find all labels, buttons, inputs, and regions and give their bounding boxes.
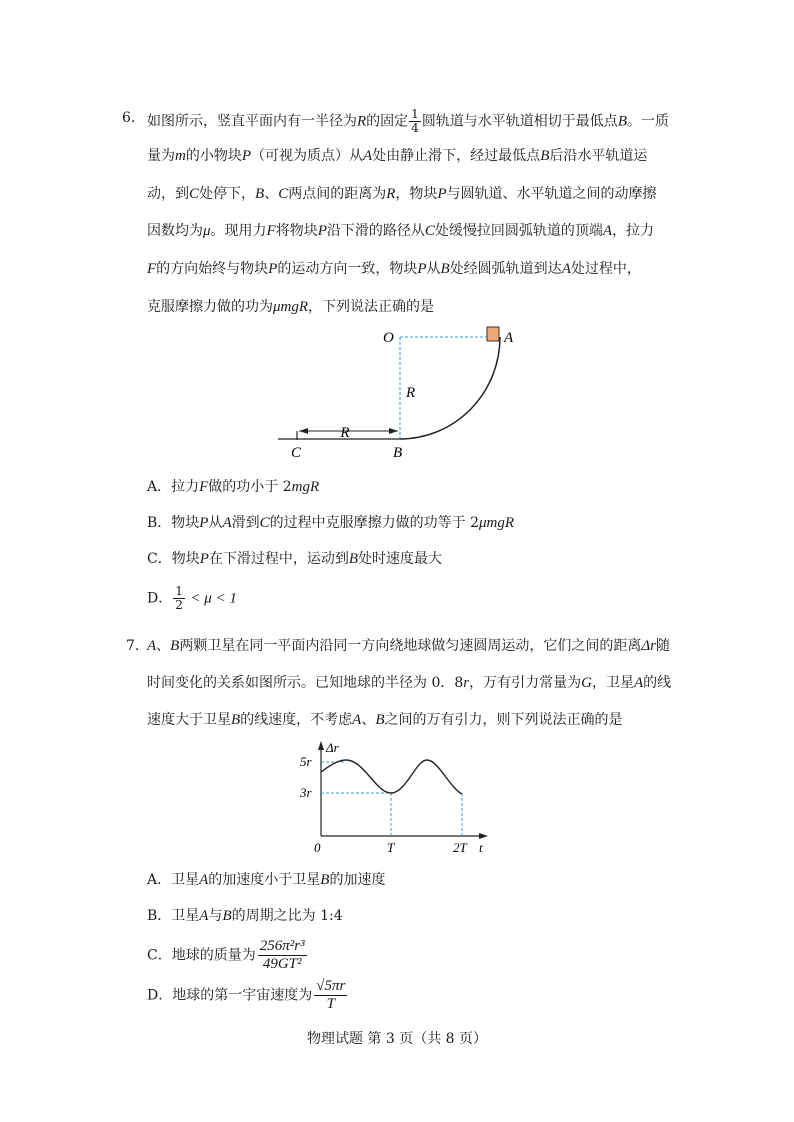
q6-option-c[interactable]: C．物块P在下滑过程中，运动到B处时速度最大 <box>147 551 443 567</box>
quarter-fraction: $\frac{1}{4}$ <box>411 107 419 135</box>
tick-t: T <box>387 840 395 855</box>
q6-line4: 因数均为μ。现用力F将物块P沿下滑的路径从C处缓慢拉回圆弧轨道的顶端A，拉力 <box>147 223 655 239</box>
block-p <box>487 327 499 341</box>
q6-line2: 量为m的小物块P（可视为质点）从A处由静止滑下，经过最低点B后沿水平轨道运 <box>147 148 648 164</box>
q7-number: 7. <box>126 638 140 654</box>
origin-label: 0 <box>314 840 321 855</box>
q6-line6: 克服摩擦力做的功为μmgR，下列说法正确的是 <box>147 299 435 315</box>
tick-5r: 5r <box>300 754 312 769</box>
x-axis-label: t <box>479 840 483 855</box>
q7-distance-graph <box>296 738 496 858</box>
label-c: C <box>291 445 302 461</box>
label-b: B <box>393 445 403 461</box>
q7-line1: A、B两颗卫星在同一平面内沿同一方向绕地球做匀速圆周运动，它们之间的距离Δr随 <box>147 638 670 654</box>
tick-3r: 3r <box>300 785 312 800</box>
q6-option-d[interactable]: D． $\frac{1}{2}$ < μ < 1 <box>147 584 237 612</box>
label-o: O <box>383 330 394 346</box>
y-axis-arrow <box>318 741 324 750</box>
q6-line5: F的方向始终与物块P的运动方向一致，物块P从B处经圆弧轨道到达A处过程中， <box>147 261 641 277</box>
arrow-head-right <box>389 428 398 434</box>
q7-option-b[interactable]: B．卫星A与B的周期之比为 1:4 <box>147 908 343 924</box>
q7-line3: 速度大于卫星B的线速度，不考虑A、B之间的万有引力，则下列说法正确的是 <box>147 712 623 728</box>
q7-line2: 时间变化的关系如图所示。已知地球的半径为 0．8r，万有引力常量为G，卫星A的线 <box>147 675 672 691</box>
page-footer: 物理试题 第 3 页（共 8 页） <box>306 1031 488 1047</box>
tick-2t: 2T <box>453 840 467 855</box>
q6-number: 6. <box>122 110 136 126</box>
label-r-vertical: R <box>406 385 416 401</box>
label-r-horizontal: R <box>340 425 350 441</box>
q6-track-figure <box>270 318 530 468</box>
q7-option-a[interactable]: A．卫星A的加速度小于卫星B的加速度 <box>147 872 386 888</box>
label-a: A <box>504 330 514 346</box>
q6-line3: 动，到C处停下，B、C两点间的距离为R，物块P与圆轨道、水平轨道之间的动摩擦 <box>147 186 657 202</box>
first-cosmic-velocity-fraction: $\frac{√5\pi r}{T}$ <box>316 978 346 1012</box>
half-fraction: $\frac{1}{2}$ <box>175 584 183 612</box>
q6-option-a[interactable]: A．拉力F做的功小于 2mgR <box>147 479 320 495</box>
q7-option-d[interactable]: D．地球的第一宇宙速度为 $\frac{√5\pi r}{T}$ <box>147 978 346 1012</box>
x-axis-arrow <box>479 833 488 839</box>
earth-mass-fraction: $\frac{\text{256π²r³}}{\text{49GT²}}$ <box>259 938 305 972</box>
arrow-head-left <box>299 428 308 434</box>
distance-curve <box>321 760 462 794</box>
q6-line1: 如图所示，竖直平面内有一半径为R的固定 $\frac{1}{4}$ 圆轨道与水平轨道相切于最低点B。一质 <box>147 107 669 135</box>
y-axis-label: Δr <box>326 740 339 755</box>
q7-option-c[interactable]: C．地球的质量为 $\frac{\text{256π²r³}}{\text{49GT²}}$ <box>147 938 305 972</box>
q6-option-b[interactable]: B．物块P从A滑到C的过程中克服摩擦力做的功等于 2μmgR <box>147 515 515 531</box>
